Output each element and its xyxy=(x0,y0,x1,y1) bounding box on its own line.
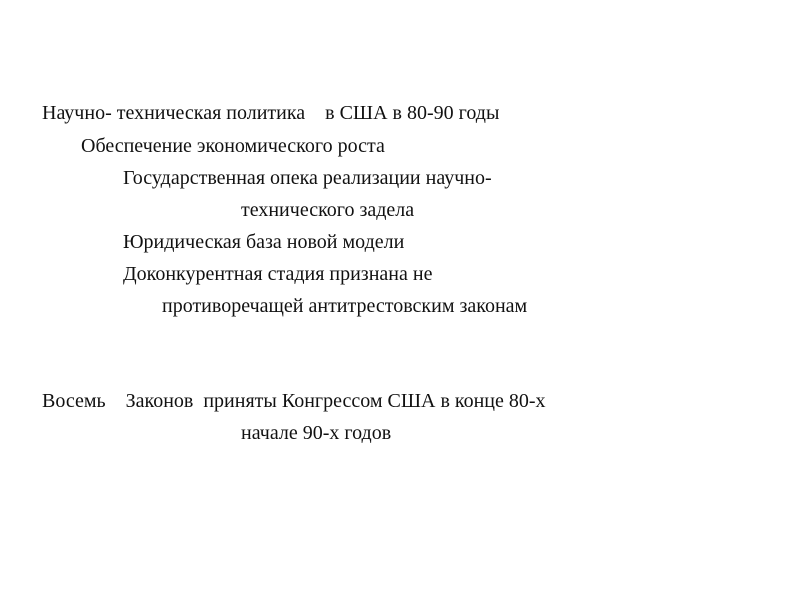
subitem-state-care: Государственная опека реализации научно- xyxy=(123,167,492,189)
heading-line: Научно- техническая политика в США в 80-90 годы xyxy=(42,102,500,124)
item-economic-growth: Обеспечение экономического роста xyxy=(81,135,385,157)
subitem-precompetitive-stage-continued: противоречащей антитрестовским законам xyxy=(162,295,528,317)
laws-statement-continued: начале 90-х годов xyxy=(241,422,392,444)
laws-statement: Восемь Законов приняты Конгрессом США в конце 80-х xyxy=(42,390,546,412)
subitem-state-care-continued: технического задела xyxy=(241,199,415,221)
subitem-legal-base: Юридическая база новой модели xyxy=(123,231,405,253)
subitem-precompetitive-stage: Доконкурентная стадия признана не xyxy=(123,263,433,285)
